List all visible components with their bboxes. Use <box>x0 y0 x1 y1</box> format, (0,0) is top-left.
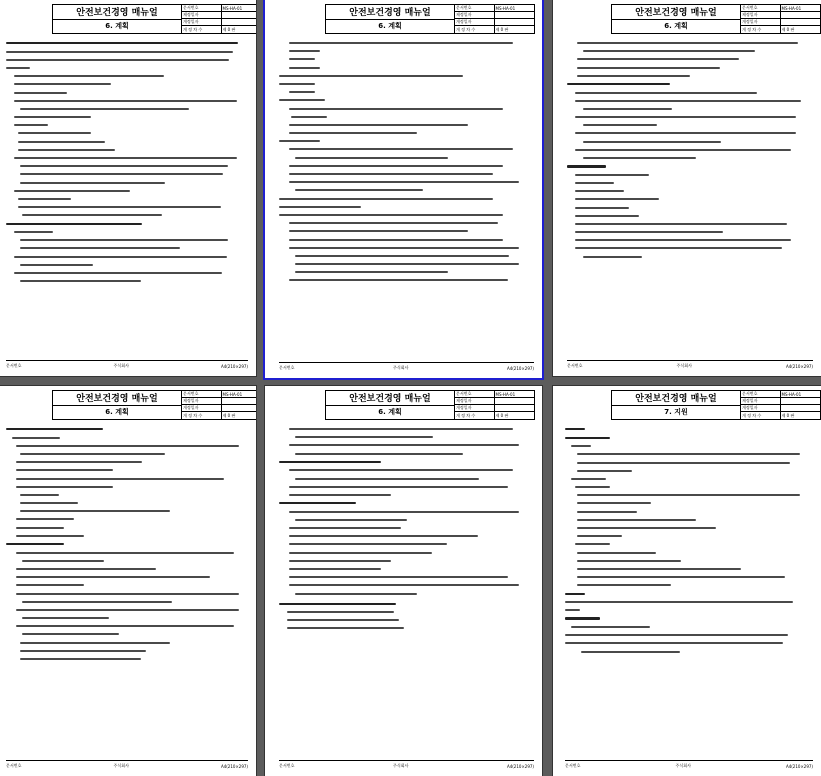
manual-title: 안전보건경영 매뉴얼 <box>326 5 454 20</box>
header-meta-table: 문서번호 MS-HA-01 제정일자 개정일자 개 정 차 수 제 0 판 <box>182 390 256 420</box>
section-title: 6. 계획 <box>378 408 402 417</box>
header-meta-table: 문서번호 MS-HA-01 제정일자 개정일자 개 정 차 수 제 0 판 <box>741 390 821 420</box>
page-header <box>325 390 535 420</box>
document-page[interactable] <box>553 0 821 376</box>
section-title: 6. 계획 <box>378 22 402 31</box>
page-header <box>611 390 821 420</box>
section-title: 6. 계획 <box>664 22 688 31</box>
section-title: 6. 계획 <box>105 408 129 417</box>
header-meta-table: 문서번호 MS-HA-01 제정일자 개정일자 개 정 차 수 제 0 판 <box>455 390 535 420</box>
page-header <box>52 4 256 34</box>
section-title: 6. 계획 <box>105 22 129 31</box>
document-page[interactable] <box>0 0 256 376</box>
page-body-text <box>567 42 813 264</box>
page-body-text <box>279 428 534 636</box>
manual-title: 안전보건경영 매뉴얼 <box>53 5 181 20</box>
page-footer: 문서번호 주식회사 A4(210×297) <box>279 760 534 770</box>
document-page[interactable] <box>265 386 542 776</box>
page-header <box>611 4 821 34</box>
header-meta-table: 문서번호 MS-HA-01 제정일자 개정일자 개 정 차 수 제 0 판 <box>455 4 535 34</box>
page-body-text <box>6 42 248 288</box>
manual-title: 안전보건경영 매뉴얼 <box>612 5 740 20</box>
document-page-selected[interactable] <box>265 0 542 378</box>
header-meta-table: 문서번호 MS-HA-01 제정일자 개정일자 개 정 차 수 제 0 판 <box>182 4 256 34</box>
page-body-text <box>6 428 248 666</box>
page-header <box>52 390 256 420</box>
section-title: 7. 지원 <box>664 408 688 417</box>
page-footer: 문서번호 주식회사 A4(210×297) <box>6 760 248 770</box>
page-body-text <box>565 428 813 659</box>
page-footer: 문서번호 주식회사 A4(210×297) <box>279 362 534 372</box>
page-footer: 문서번호 주식회사 A4(210×297) <box>565 760 813 770</box>
page-body-text <box>279 42 534 288</box>
manual-title: 안전보건경영 매뉴얼 <box>53 391 181 406</box>
page-header <box>325 4 535 34</box>
manual-title: 안전보건경영 매뉴얼 <box>612 391 740 406</box>
header-meta-table: 문서번호 MS-HA-01 제정일자 개정일자 개 정 차 수 제 0 판 <box>741 4 821 34</box>
document-page[interactable] <box>0 386 256 776</box>
page-footer: 문서번호 주식회사 A4(210×297) <box>6 360 248 370</box>
document-page[interactable] <box>553 386 821 776</box>
page-footer: 문서번호 주식회사 A4(210×297) <box>567 360 813 370</box>
manual-title: 안전보건경영 매뉴얼 <box>326 391 454 406</box>
